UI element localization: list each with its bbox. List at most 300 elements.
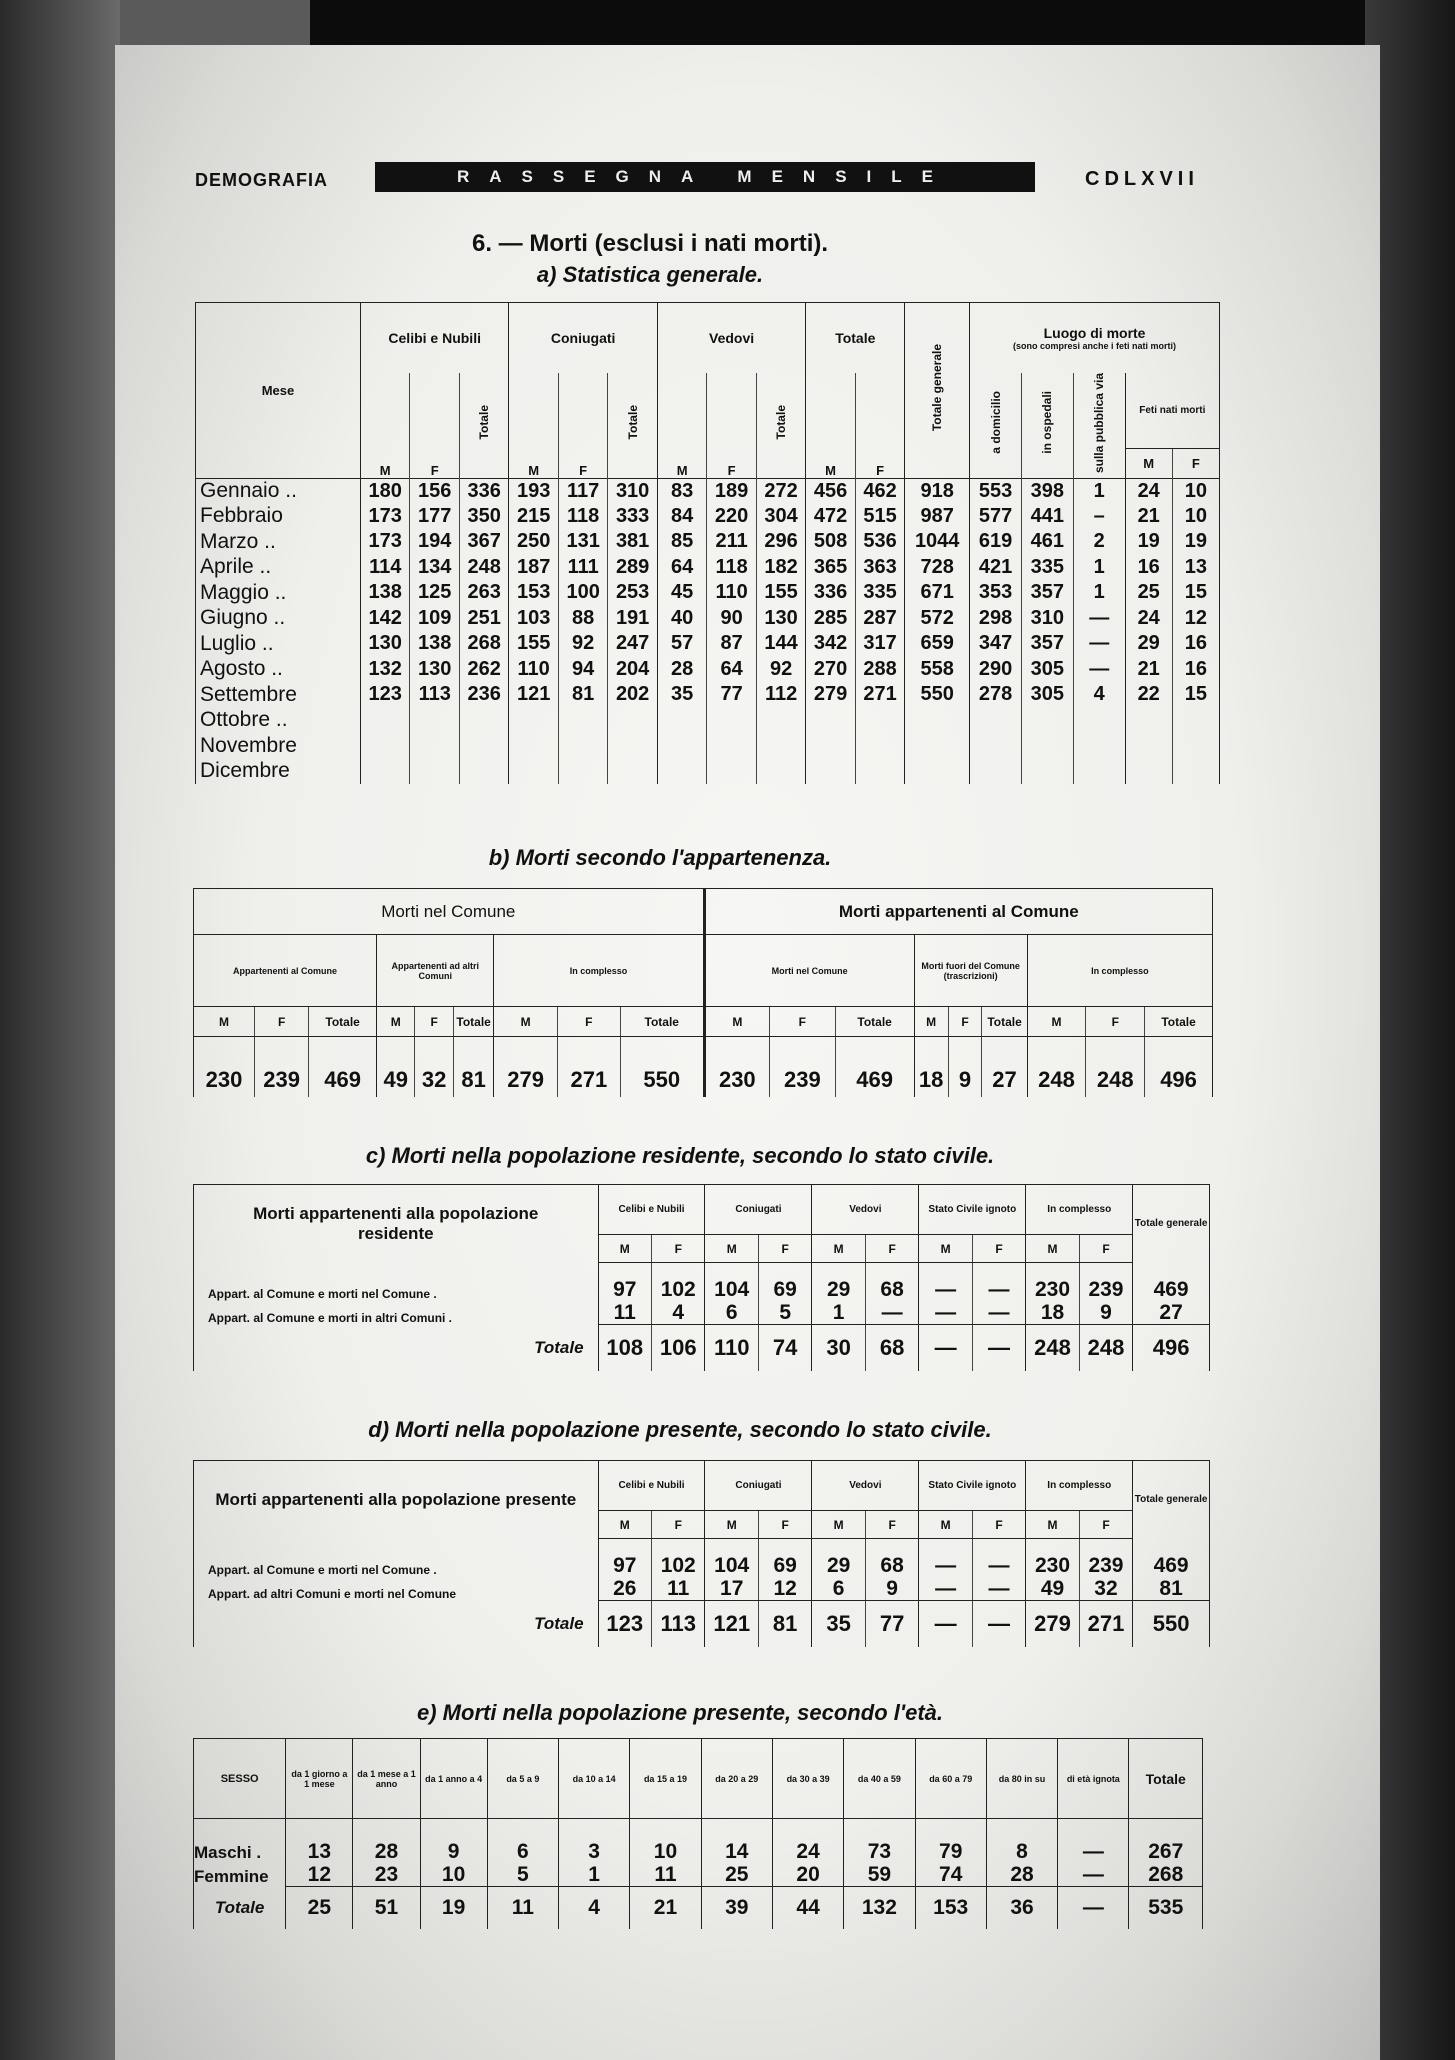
total-cell: 25 — [286, 1887, 353, 1929]
data-cell — [1021, 708, 1073, 734]
data-cell: 132 — [360, 657, 409, 683]
value-cell: 25 — [701, 1863, 772, 1887]
mf-header: M — [919, 1235, 972, 1263]
col-celibi-f: F — [410, 373, 459, 479]
data-cell — [509, 708, 558, 734]
data-cell: 29 — [1125, 631, 1172, 657]
data-cell: 83 — [657, 478, 706, 504]
data-cell: 335 — [1021, 555, 1073, 581]
data-cell: 305 — [1021, 682, 1073, 708]
data-cell: 45 — [657, 580, 706, 606]
data-cell — [707, 733, 756, 759]
total-cell: 279 — [1026, 1601, 1079, 1647]
row-label: Appart. ad altri Comuni e morti nel Comune — [194, 1577, 599, 1601]
value-cell: 12 — [758, 1577, 811, 1601]
data-cell: 1 — [1073, 555, 1125, 581]
value-cell: 59 — [844, 1863, 915, 1887]
header-luogo-di-morte: Luogo di morte — [1043, 324, 1146, 341]
total-cell: 36 — [986, 1887, 1057, 1929]
col-totale-m: M — [806, 373, 855, 479]
value-cell: 81 — [453, 1037, 494, 1097]
value-cell: — — [865, 1301, 918, 1325]
value-cell: 49 — [377, 1037, 415, 1097]
data-cell: 271 — [855, 682, 904, 708]
data-cell — [360, 759, 409, 785]
value-cell: 1 — [558, 1863, 629, 1887]
data-cell: 125 — [410, 580, 459, 606]
data-cell — [905, 733, 970, 759]
data-cell — [970, 733, 1022, 759]
value-cell: 102 — [652, 1263, 705, 1301]
data-cell — [410, 759, 459, 785]
data-cell: 142 — [360, 606, 409, 632]
age-header: da 30 a 39 — [772, 1739, 843, 1819]
data-cell: 180 — [360, 478, 409, 504]
month-label: Settembre — [196, 682, 361, 708]
data-cell: 193 — [509, 478, 558, 504]
value-cell: 279 — [494, 1037, 557, 1097]
mf-header: M — [1026, 1235, 1079, 1263]
data-cell: 130 — [410, 657, 459, 683]
age-header: da 60 a 79 — [915, 1739, 986, 1819]
mf-header: M — [705, 1235, 758, 1263]
section-c-subtitle: c) Morti nella popolazione residente, secondo lo stato civile. — [365, 1143, 995, 1168]
data-cell — [608, 759, 657, 785]
data-cell: 421 — [970, 555, 1022, 581]
section-a-subtitle: a) Statistica generale. — [536, 262, 764, 287]
value-cell: 4 — [652, 1301, 705, 1325]
value-cell: 18 — [1026, 1301, 1079, 1325]
row-group-label: Morti appartenenti alla popolazione presente — [194, 1461, 599, 1539]
data-cell — [1021, 759, 1073, 785]
col-header: Totale — [1145, 1007, 1213, 1037]
month-label: Giugno .. — [196, 606, 361, 632]
data-cell — [410, 708, 459, 734]
header-totale-generale: Totale generale — [930, 344, 945, 432]
data-cell: 550 — [905, 682, 970, 708]
sub-appartenenti-al-comune: Appartenenti al Comune — [194, 935, 377, 1007]
total-cell: 113 — [652, 1601, 705, 1647]
mf-header: F — [972, 1235, 1025, 1263]
value-cell: 239 — [1079, 1539, 1132, 1577]
total-cell: — — [919, 1325, 972, 1371]
total-cell: 123 — [598, 1601, 651, 1647]
data-cell: 357 — [1021, 580, 1073, 606]
age-header: da 1 mese a 1 anno — [353, 1739, 420, 1819]
total-cell: 271 — [1079, 1601, 1132, 1647]
data-cell: 134 — [410, 555, 459, 581]
value-cell: 5 — [758, 1301, 811, 1325]
sub-morti-nel-comune: Morti nel Comune — [704, 935, 914, 1007]
data-cell: 577 — [970, 504, 1022, 530]
data-cell — [1073, 759, 1125, 785]
group-header: In complesso — [1026, 1461, 1133, 1511]
data-cell: 270 — [806, 657, 855, 683]
totale-generale-header: Totale generale — [1133, 1461, 1210, 1539]
data-cell: 15 — [1172, 682, 1219, 708]
value-cell: 79 — [915, 1819, 986, 1863]
group-header: In complesso — [1026, 1185, 1133, 1235]
data-cell — [707, 708, 756, 734]
month-label: Febbraio — [196, 504, 361, 530]
value-cell: 29 — [812, 1263, 865, 1301]
value-cell: 6 — [812, 1577, 865, 1601]
data-cell: 398 — [1021, 478, 1073, 504]
group-header: Coniugati — [705, 1461, 812, 1511]
col-totale-f: F — [855, 373, 904, 479]
data-cell: 350 — [459, 504, 508, 530]
col-coniugati-f: F — [558, 373, 607, 479]
col-domicilio: a domicilio — [988, 391, 1003, 454]
data-cell: 251 — [459, 606, 508, 632]
value-cell: 104 — [705, 1263, 758, 1301]
value-cell: 9 — [1079, 1301, 1132, 1325]
value-cell: 3 — [558, 1819, 629, 1863]
data-cell: 333 — [608, 504, 657, 530]
data-cell — [509, 733, 558, 759]
col-coniugati-m: M — [509, 373, 558, 479]
total-cell: 4 — [558, 1887, 629, 1929]
value-cell: 104 — [705, 1539, 758, 1577]
mf-header: M — [598, 1511, 651, 1539]
data-cell: 305 — [1021, 657, 1073, 683]
data-cell — [806, 708, 855, 734]
data-cell: 103 — [509, 606, 558, 632]
value-cell: 9 — [420, 1819, 487, 1863]
data-cell: 461 — [1021, 529, 1073, 555]
total-cell: 248 — [1079, 1325, 1132, 1371]
data-cell: 10 — [1172, 478, 1219, 504]
value-cell: 14 — [701, 1819, 772, 1863]
data-cell: 381 — [608, 529, 657, 555]
data-cell: 310 — [1021, 606, 1073, 632]
data-cell — [459, 708, 508, 734]
data-cell: — — [1073, 657, 1125, 683]
data-cell: 121 — [509, 682, 558, 708]
col-ospedali: in ospedali — [1040, 391, 1055, 454]
sub-in-complesso-1: In complesso — [494, 935, 704, 1007]
col-header: Totale — [835, 1007, 914, 1037]
data-cell: 155 — [509, 631, 558, 657]
data-cell: 236 — [459, 682, 508, 708]
header-morti-nel-comune: Morti nel Comune — [194, 889, 705, 935]
data-cell: 290 — [970, 657, 1022, 683]
age-header: da 10 a 14 — [558, 1739, 629, 1819]
data-cell: 182 — [756, 555, 805, 581]
data-cell: 317 — [855, 631, 904, 657]
data-cell: 194 — [410, 529, 459, 555]
data-cell: 250 — [509, 529, 558, 555]
value-cell: 74 — [915, 1863, 986, 1887]
data-cell: 462 — [855, 478, 904, 504]
data-cell: 177 — [410, 504, 459, 530]
data-cell — [459, 733, 508, 759]
value-cell: 26 — [598, 1577, 651, 1601]
mf-header: M — [598, 1235, 651, 1263]
data-cell — [410, 733, 459, 759]
row-label: Appart. al Comune e morti in altri Comuni . — [194, 1301, 599, 1325]
data-cell: 253 — [608, 580, 657, 606]
data-cell — [855, 733, 904, 759]
total-cell: 108 — [598, 1325, 651, 1371]
data-cell: 94 — [558, 657, 607, 683]
group-header: Celibi e Nubili — [598, 1461, 705, 1511]
data-cell — [905, 759, 970, 785]
data-cell: 21 — [1125, 504, 1172, 530]
data-cell: 278 — [970, 682, 1022, 708]
value-cell: 17 — [705, 1577, 758, 1601]
col-header: M — [914, 1007, 948, 1037]
total-cell: 44 — [772, 1887, 843, 1929]
col-header: M — [704, 1007, 770, 1037]
data-cell — [806, 733, 855, 759]
data-cell — [459, 759, 508, 785]
sex-label: Maschi . — [194, 1819, 286, 1863]
sex-label: Femmine — [194, 1863, 286, 1887]
col-header: M — [194, 1007, 255, 1037]
col-pubblica-via: sulla pubblica via — [1092, 372, 1107, 473]
data-cell — [855, 759, 904, 785]
data-cell: 215 — [509, 504, 558, 530]
data-cell: 304 — [756, 504, 805, 530]
group-header: Coniugati — [705, 1185, 812, 1235]
data-cell: 123 — [360, 682, 409, 708]
value-cell: 248 — [1027, 1037, 1086, 1097]
value-cell: — — [1058, 1819, 1129, 1863]
data-cell: 572 — [905, 606, 970, 632]
data-cell: 918 — [905, 478, 970, 504]
data-cell — [558, 708, 607, 734]
header-vedovi: Vedovi — [657, 303, 805, 373]
value-cell: — — [919, 1577, 972, 1601]
data-cell: 191 — [608, 606, 657, 632]
data-cell — [1172, 733, 1219, 759]
value-cell: 68 — [865, 1539, 918, 1577]
value-cell: 27 — [1133, 1301, 1210, 1325]
value-cell: 496 — [1145, 1037, 1213, 1097]
data-cell: 138 — [360, 580, 409, 606]
data-cell — [1125, 708, 1172, 734]
value-cell: 11 — [652, 1577, 705, 1601]
col-vedovi-f: F — [707, 373, 756, 479]
header-morti-appartenenti: Morti appartenenti al Comune — [704, 889, 1212, 935]
total-cell: 11 — [487, 1887, 558, 1929]
header-celibi: Celibi e Nubili — [360, 303, 508, 373]
month-label: Gennaio .. — [196, 478, 361, 504]
value-cell: 32 — [415, 1037, 453, 1097]
age-header: da 5 a 9 — [487, 1739, 558, 1819]
section-e-subtitle: e) Morti nella popolazione presente, secondo l'età. — [417, 1700, 943, 1725]
data-cell: 118 — [558, 504, 607, 530]
total-cell: 77 — [865, 1601, 918, 1647]
data-cell: 16 — [1172, 657, 1219, 683]
value-cell: — — [972, 1539, 1025, 1577]
data-cell — [756, 708, 805, 734]
mf-header: M — [1026, 1511, 1079, 1539]
data-cell — [756, 733, 805, 759]
value-cell: 68 — [865, 1263, 918, 1301]
col-feti-f: F — [1172, 449, 1219, 478]
data-cell: 13 — [1172, 555, 1219, 581]
total-cell: — — [972, 1601, 1025, 1647]
scan-border-left — [0, 0, 120, 2060]
data-cell: 204 — [608, 657, 657, 683]
value-cell: 230 — [704, 1037, 770, 1097]
value-cell: 11 — [630, 1863, 701, 1887]
data-cell: 19 — [1172, 529, 1219, 555]
age-header: da 1 giorno a 1 mese — [286, 1739, 353, 1819]
sesso-header: SESSO — [194, 1739, 286, 1819]
data-cell: — — [1073, 631, 1125, 657]
data-cell: 659 — [905, 631, 970, 657]
value-cell: 267 — [1129, 1819, 1203, 1863]
data-cell — [509, 759, 558, 785]
month-label: Agosto .. — [196, 657, 361, 683]
data-cell: 173 — [360, 529, 409, 555]
data-cell — [855, 708, 904, 734]
value-cell: 28 — [986, 1863, 1057, 1887]
data-cell: 289 — [608, 555, 657, 581]
value-cell: 230 — [1026, 1539, 1079, 1577]
value-cell: 6 — [487, 1819, 558, 1863]
month-label: Novembre — [196, 733, 361, 759]
age-header: da 1 anno a 4 — [420, 1739, 487, 1819]
data-cell — [1073, 708, 1125, 734]
mf-header: F — [1079, 1511, 1132, 1539]
data-cell: 16 — [1172, 631, 1219, 657]
data-cell: 363 — [855, 555, 904, 581]
total-cell: 132 — [844, 1887, 915, 1929]
value-cell: 29 — [812, 1539, 865, 1577]
total-cell: 35 — [812, 1601, 865, 1647]
data-cell — [360, 708, 409, 734]
data-cell — [657, 759, 706, 785]
total-cell: 153 — [915, 1887, 986, 1929]
mf-header: M — [812, 1511, 865, 1539]
value-cell: — — [919, 1301, 972, 1325]
age-header: da 20 a 29 — [701, 1739, 772, 1819]
month-label: Maggio .. — [196, 580, 361, 606]
value-cell: 469 — [835, 1037, 914, 1097]
value-cell: 97 — [598, 1539, 651, 1577]
data-cell: 211 — [707, 529, 756, 555]
totale-generale-header: Totale generale — [1133, 1185, 1210, 1263]
col-header: F — [948, 1007, 982, 1037]
section-b-subtitle: b) Morti secondo l'appartenenza. — [488, 845, 832, 870]
data-cell: 248 — [459, 555, 508, 581]
header-totale: Totale — [806, 303, 905, 373]
data-cell: 335 — [855, 580, 904, 606]
col-header: F — [255, 1007, 309, 1037]
total-cell: 74 — [758, 1325, 811, 1371]
month-label: Luglio .. — [196, 631, 361, 657]
table-appartenenza — [193, 888, 1213, 1097]
mf-header: F — [758, 1235, 811, 1263]
value-cell: — — [919, 1263, 972, 1301]
data-cell: 21 — [1125, 657, 1172, 683]
total-cell: 21 — [630, 1887, 701, 1929]
value-cell: 102 — [652, 1539, 705, 1577]
table-presente-stato-civile — [193, 1460, 1210, 1647]
section-d-subtitle: d) Morti nella popolazione presente, secondo lo stato civile. — [368, 1417, 992, 1442]
data-cell: 110 — [707, 580, 756, 606]
running-header-banner: RASSEGNA MENSILE — [375, 162, 1035, 192]
data-cell: 298 — [970, 606, 1022, 632]
data-cell: 287 — [855, 606, 904, 632]
data-cell: 24 — [1125, 606, 1172, 632]
data-cell: 22 — [1125, 682, 1172, 708]
data-cell: 4 — [1073, 682, 1125, 708]
data-cell: 16 — [1125, 555, 1172, 581]
data-cell: 987 — [905, 504, 970, 530]
data-cell: 112 — [756, 682, 805, 708]
mf-header: F — [865, 1235, 918, 1263]
data-cell: 288 — [855, 657, 904, 683]
month-label: Ottobre .. — [196, 708, 361, 734]
data-cell: 365 — [806, 555, 855, 581]
value-cell: 28 — [353, 1819, 420, 1863]
running-header-left: DEMOGRAFIA — [195, 170, 328, 190]
data-cell: 19 — [1125, 529, 1172, 555]
data-cell: 357 — [1021, 631, 1073, 657]
value-cell: 13 — [286, 1819, 353, 1863]
total-cell: — — [919, 1601, 972, 1647]
data-cell — [905, 708, 970, 734]
value-cell: — — [972, 1263, 1025, 1301]
value-cell: — — [1058, 1863, 1129, 1887]
col-celibi-tot: Totale — [477, 405, 492, 440]
data-cell: – — [1073, 504, 1125, 530]
value-cell: 268 — [1129, 1863, 1203, 1887]
value-cell: 23 — [353, 1863, 420, 1887]
data-cell: 24 — [1125, 478, 1172, 504]
data-cell — [558, 759, 607, 785]
group-header: Vedovi — [812, 1185, 919, 1235]
row-label: Appart. al Comune e morti nel Comune . — [194, 1263, 599, 1301]
data-cell: 441 — [1021, 504, 1073, 530]
data-cell: 64 — [657, 555, 706, 581]
group-header: Stato Civile ignoto — [919, 1461, 1026, 1511]
data-cell: 336 — [459, 478, 508, 504]
data-cell: 117 — [558, 478, 607, 504]
data-cell: 81 — [558, 682, 607, 708]
data-cell: 553 — [970, 478, 1022, 504]
col-header: F — [557, 1007, 620, 1037]
table-eta — [193, 1738, 1203, 1929]
total-cell: 81 — [758, 1601, 811, 1647]
col-header: M — [377, 1007, 415, 1037]
data-cell — [1125, 759, 1172, 785]
month-label: Marzo .. — [196, 529, 361, 555]
col-feti-nati-morti: Feti nati morti — [1125, 373, 1219, 449]
month-label: Aprile .. — [196, 555, 361, 581]
data-cell: 110 — [509, 657, 558, 683]
data-cell: 156 — [410, 478, 459, 504]
value-cell: 469 — [1133, 1539, 1210, 1577]
data-cell: 138 — [410, 631, 459, 657]
mese-header: Mese — [196, 303, 361, 479]
col-vedovi-m: M — [657, 373, 706, 479]
page-title: 6. — Morti (esclusi i nati morti). — [471, 230, 829, 257]
data-cell: 558 — [905, 657, 970, 683]
total-cell: 51 — [353, 1887, 420, 1929]
value-cell: 469 — [309, 1037, 377, 1097]
value-cell: 9 — [948, 1037, 982, 1097]
data-cell: 113 — [410, 682, 459, 708]
total-cell: 248 — [1026, 1325, 1079, 1371]
data-cell — [657, 708, 706, 734]
data-cell: 100 — [558, 580, 607, 606]
